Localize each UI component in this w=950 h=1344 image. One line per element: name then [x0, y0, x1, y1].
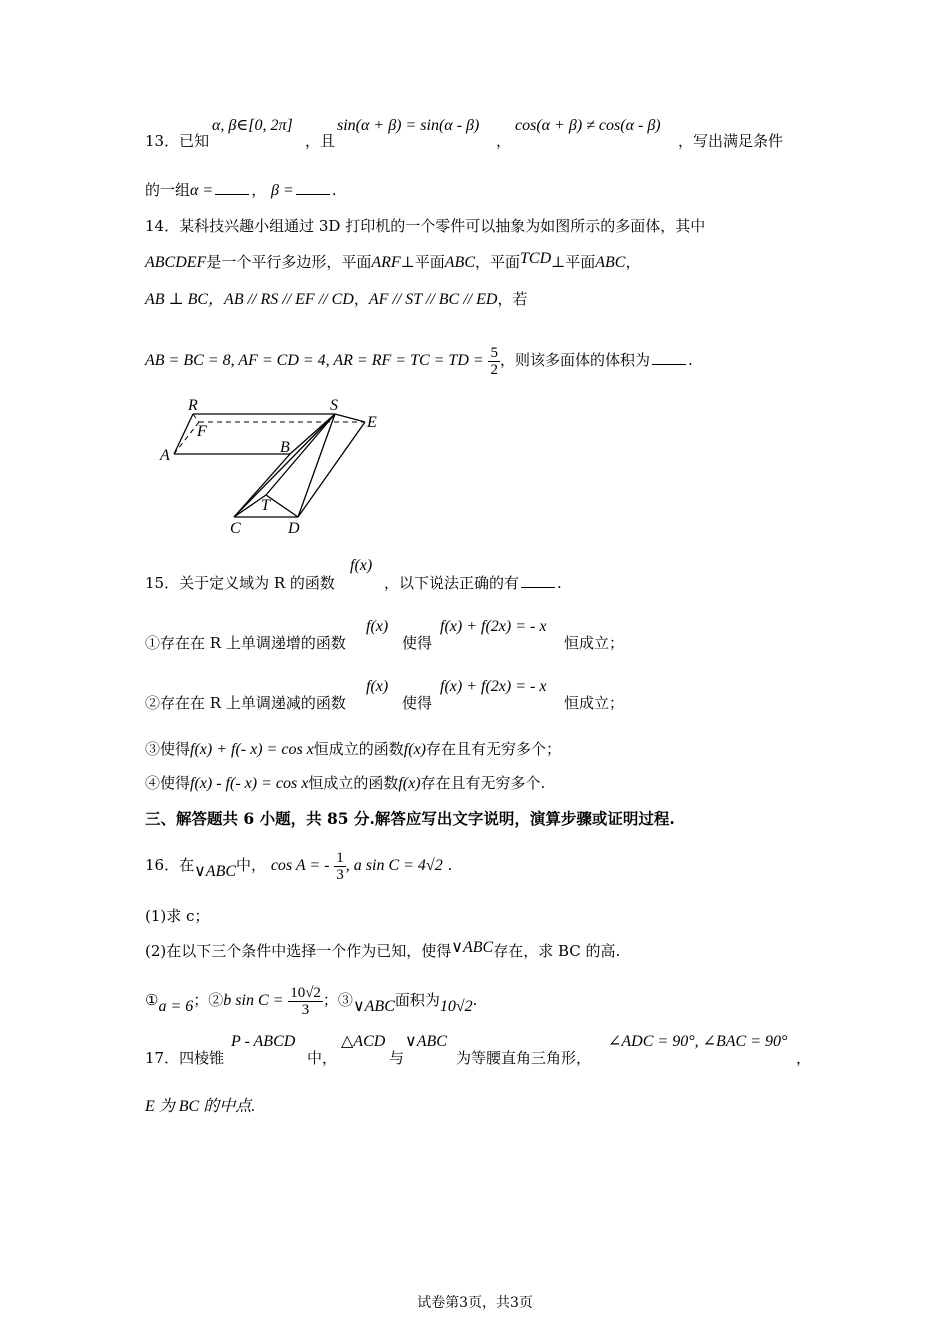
- q15-text: ①存在在 R 上单调递增的函数: [145, 634, 346, 652]
- q13-equation-sin: sin(α + β) = sin(α - β): [337, 117, 480, 134]
- q13-text: ，写出满足条件: [678, 132, 784, 150]
- q17-text: 17．四棱锥: [145, 1049, 225, 1067]
- vertex-label-D: D: [288, 520, 300, 537]
- vertex-label-R: R: [188, 397, 198, 414]
- q16-text: .: [472, 991, 478, 1009]
- q14-text: ，平面: [475, 253, 521, 271]
- page-footer: 试卷第3页，共3页: [417, 1295, 533, 1311]
- q15-text: 恒成立；: [564, 694, 625, 712]
- q13-text: ，: [496, 132, 512, 150]
- q14-math: AB = BC = 8, AF = CD = 4, AR = RF = TC = TD =: [145, 352, 484, 369]
- vertex-label-A: A: [160, 447, 170, 464]
- q16-text: ①: [145, 991, 159, 1009]
- q13-beta: β =: [271, 182, 294, 199]
- q14-text: ，则该多面体的体积为: [499, 351, 650, 369]
- q14-math: ABCDEF: [145, 254, 207, 271]
- vertex-label-E: E: [367, 414, 377, 431]
- answer-blank[interactable]: [521, 573, 555, 588]
- q13-text: ，: [251, 181, 267, 199]
- edge-TD: [266, 495, 298, 517]
- answer-blank[interactable]: [652, 350, 686, 365]
- q16-math: ∨ABC: [451, 939, 494, 956]
- q15-text: 恒成立的函数: [308, 774, 399, 792]
- q15-math: f(x): [398, 775, 421, 792]
- q15-math: f(x): [366, 618, 389, 635]
- q16-text: ；②: [193, 991, 224, 1009]
- q17-text: 为等腰直角三角形，: [456, 1049, 592, 1067]
- answer-blank[interactable]: [296, 180, 330, 195]
- q16-math: ∨ABC: [194, 863, 237, 880]
- edge-RF-hidden: [193, 414, 199, 422]
- edge-ED: [298, 422, 365, 517]
- q16-fraction: [288, 985, 323, 1018]
- q15-text: 15．关于定义域为 R 的函数: [145, 574, 335, 592]
- vertex-label-B: B: [280, 439, 290, 456]
- q15-text: .: [557, 574, 562, 592]
- polyhedron-figure: [150, 392, 390, 542]
- q14-fraction: [488, 345, 500, 378]
- q16-math: , a sin C = 4√2: [345, 857, 443, 874]
- q16-math: b sin C =: [223, 992, 284, 1009]
- q14-text: ⊥平面: [551, 253, 596, 271]
- q14-text: ，: [625, 253, 641, 271]
- q14-math: AF // ST // BC // ED: [368, 291, 498, 308]
- q15-option-4: [145, 773, 545, 794]
- q14-line1: 14．某科技兴趣小组通过 3D 打印机的一个零件可以抽象为如图所示的多面体，其中: [145, 217, 706, 235]
- vertex-label-T: T: [261, 497, 270, 514]
- q15-math: f(x) + f(2x) = - x: [440, 678, 547, 695]
- q15-text: 使得: [402, 634, 433, 652]
- q14-text: 是一个平行多边形，平面: [206, 253, 372, 271]
- q16-part1: (1)求 c；: [145, 907, 210, 925]
- fraction-denominator: 2: [490, 361, 498, 378]
- section-heading: 三、解答题共 6 小题，共 85 分.解答应写出文字说明，演算步骤或证明过程.: [145, 809, 675, 828]
- fraction-numerator: 10√2: [290, 984, 321, 1001]
- q13-condition-range: α, β∈[0, 2π]: [212, 117, 293, 134]
- fraction-numerator: 1: [336, 849, 344, 866]
- q16-math: a = 6: [158, 998, 194, 1015]
- q16-text: 面积为: [394, 991, 440, 1009]
- q14-text: ，若: [497, 290, 528, 308]
- fraction-denominator: 3: [336, 866, 344, 883]
- q14-text: .: [687, 351, 693, 369]
- q15-text: 恒成立；: [564, 634, 625, 652]
- q16-fraction: [334, 850, 346, 883]
- q13-equation-cos: cos(α + β) ≠ cos(α - β): [515, 117, 661, 134]
- q16-part2: [145, 941, 620, 962]
- q15-text: 使得: [402, 694, 433, 712]
- q15-text: 恒成立的函数: [313, 740, 404, 758]
- q17-text: ，: [796, 1049, 812, 1067]
- q14-math: ABC: [595, 254, 626, 271]
- q13-text: 的一组: [145, 181, 191, 199]
- q15-text: ②存在在 R 上单调递减的函数: [145, 694, 346, 712]
- vertex-label-F: F: [197, 423, 207, 440]
- q17-math: P - ABCD: [231, 1033, 296, 1050]
- q13-text: ，且: [305, 132, 336, 150]
- q17-math: ∠ADC = 90°, ∠BAC = 90°: [608, 1033, 788, 1050]
- vertex-label-C: C: [230, 520, 241, 537]
- q15-option-3: [145, 739, 561, 760]
- q15-text: 存在且有无穷多个.: [420, 774, 546, 792]
- vertex-label-S: S: [330, 397, 338, 414]
- fraction-denominator: 3: [301, 1001, 310, 1018]
- q15-math: f(x) + f(2x) = - x: [440, 618, 547, 635]
- q16-text: ；③: [322, 991, 353, 1009]
- q15-text: ，以下说法正确的有: [384, 574, 520, 592]
- q15-text: [384, 573, 562, 593]
- q14-line4: [145, 340, 693, 381]
- q14-line3: [145, 289, 527, 310]
- q16-text: 存在，求 BC 的高.: [493, 942, 621, 960]
- q13-text: .: [331, 181, 337, 199]
- q15-math: f(x) - f(- x) = cos x: [190, 775, 309, 792]
- q14-math: TCD: [520, 250, 552, 267]
- q16-text: .: [447, 856, 453, 874]
- q16-math: ∨ABC: [352, 998, 395, 1015]
- q14-text: ⊥平面: [400, 253, 445, 271]
- q15-text: ③使得: [145, 740, 191, 758]
- edge-SE: [335, 414, 365, 422]
- q15-math: f(x): [350, 557, 373, 574]
- q14-text: ，: [353, 290, 369, 308]
- q16-conditions: [145, 980, 477, 1021]
- q15-math: f(x): [366, 678, 389, 695]
- q13-line2: [145, 180, 337, 201]
- q15-math: f(x) + f(- x) = cos x: [190, 741, 314, 758]
- answer-blank[interactable]: [215, 180, 249, 195]
- q14-math: ABC: [444, 254, 475, 271]
- q15-text: ④使得: [145, 774, 191, 792]
- fraction-numerator: 5: [490, 344, 498, 361]
- edge-SD: [298, 414, 335, 517]
- q17-text: 与: [389, 1049, 405, 1067]
- q16-math: 10√2: [439, 998, 473, 1015]
- q17-math: △ACD: [341, 1033, 386, 1050]
- edge-SC: [234, 414, 335, 517]
- q13-alpha: α =: [190, 182, 214, 199]
- q16-text: 中，: [236, 856, 267, 874]
- q13-number: 13．已知: [145, 132, 210, 150]
- q14-math: AB ⊥ BC，AB // RS // EF // CD: [145, 291, 354, 308]
- q14-line2: [145, 252, 640, 273]
- edge-RA: [174, 414, 193, 454]
- q16-text: 16．在: [145, 856, 195, 874]
- q15-math: f(x): [403, 741, 426, 758]
- q17-line2: E 为 BC 的中点.: [145, 1098, 256, 1115]
- q17-text: 中，: [307, 1049, 338, 1067]
- q14-math: ARF: [371, 254, 401, 271]
- q16-text: (2)在以下三个条件中选择一个作为已知，使得: [145, 942, 452, 960]
- q17-math: ∨ABC: [405, 1033, 447, 1050]
- q15-text: 存在且有无穷多个；: [426, 740, 562, 758]
- q16-math: cos A = -: [270, 857, 330, 874]
- q16-line1: [145, 845, 452, 886]
